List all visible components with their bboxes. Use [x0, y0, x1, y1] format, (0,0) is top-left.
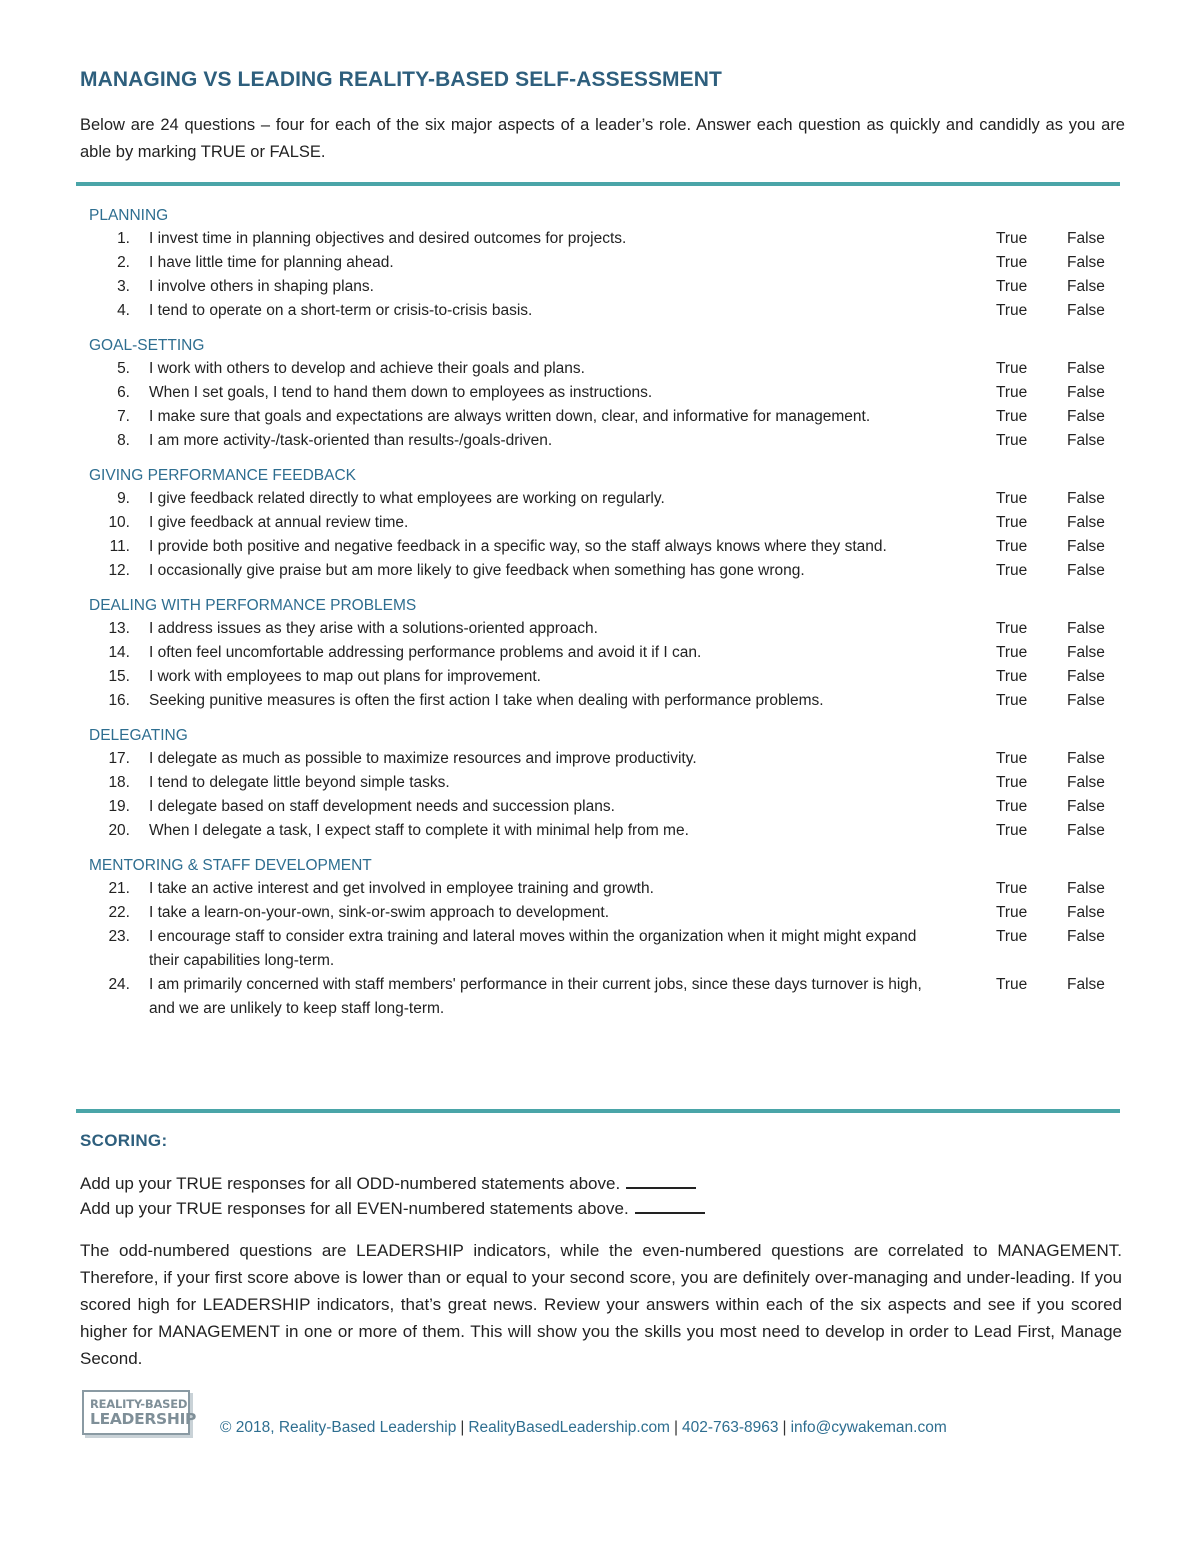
false-option[interactable]: False	[1067, 278, 1105, 295]
question-row	[0, 617, 1200, 641]
false-option[interactable]: False	[1067, 774, 1105, 791]
question-text: I make sure that goals and expectations are always written down, clear, and informative for management.	[149, 408, 871, 425]
question-text: I occasionally give praise but am more likely to give feedback when something has gone wrong.	[149, 562, 805, 579]
question-text: I work with others to develop and achieve their goals and plans.	[149, 360, 585, 377]
question-text: I involve others in shaping plans.	[149, 278, 374, 295]
question-text: Seeking punitive measures is often the first action I take when dealing with performance problems.	[149, 692, 824, 709]
question-number: 24.	[108, 976, 130, 993]
question-text: I take a learn-on-your-own, sink-or-swim approach to development.	[149, 904, 610, 921]
question-row	[0, 405, 1200, 429]
question-row	[0, 925, 1200, 973]
question-number: 19.	[108, 798, 130, 815]
false-option[interactable]: False	[1067, 644, 1105, 661]
false-option[interactable]: False	[1067, 408, 1105, 425]
question-row	[0, 819, 1200, 843]
footer-email-link[interactable]: info@cywakeman.com	[790, 1419, 947, 1436]
scoring-explanation: The odd-numbered questions are LEADERSHIP indicators, while the even-numbered questions are correlated to MANAGEMENT. Therefore, if your first score above is lower than or equal to your second score, you are definitely over-managing and under-leading. If you scored high for LEADERSHIP indicators, that’s great news. Review your answers within each of the six aspects and see if you scored higher for MANAGEMENT in one or more of them. This will show you the skills you most need to develop in order to Lead First, Manage Second.	[80, 1241, 1122, 1368]
even-score-line	[80, 1196, 705, 1221]
even-score-label: Add up your TRUE responses for all EVEN-numbered statements above.	[80, 1199, 629, 1218]
true-option[interactable]: True	[996, 798, 1028, 815]
question-number: 3.	[117, 278, 130, 295]
true-option[interactable]: True	[996, 904, 1028, 921]
footer-separator: |	[460, 1419, 465, 1436]
true-option[interactable]: True	[996, 750, 1028, 767]
question-text: I give feedback at annual review time.	[149, 514, 409, 531]
false-option[interactable]: False	[1067, 490, 1105, 507]
question-number: 6.	[117, 384, 130, 401]
true-option[interactable]: True	[996, 278, 1028, 295]
false-option[interactable]: False	[1067, 750, 1105, 767]
false-option[interactable]: False	[1067, 360, 1105, 377]
false-option[interactable]: False	[1067, 302, 1105, 319]
false-option[interactable]: False	[1067, 230, 1105, 247]
false-option[interactable]: False	[1067, 668, 1105, 685]
intro-text: Below are 24 questions – four for each of the six major aspects of a leader’s role. Answer each question as quickly and candidly as you are able by marking TRUE or FALSE.	[80, 116, 1125, 161]
question-number: 17.	[108, 750, 130, 767]
false-option[interactable]: False	[1067, 904, 1105, 921]
section-heading: PLANNING	[89, 207, 169, 224]
true-option[interactable]: True	[996, 692, 1028, 709]
question-text: When I delegate a task, I expect staff to complete it with minimal help from me.	[149, 822, 689, 839]
reality-based-leadership-logo	[82, 1390, 197, 1435]
question-row	[0, 559, 1200, 583]
logo-line2: LEADERSHIP	[90, 1409, 197, 1428]
question-text: I tend to operate on a short-term or crisis-to-crisis basis.	[149, 302, 533, 319]
false-option[interactable]: False	[1067, 538, 1105, 555]
question-number: 5.	[117, 360, 130, 377]
scoring-title: SCORING:	[80, 1131, 168, 1150]
assessment-sections	[0, 205, 1200, 1033]
question-number: 10.	[108, 514, 130, 531]
question-row	[0, 795, 1200, 819]
question-row	[0, 251, 1200, 275]
question-row	[0, 535, 1200, 559]
odd-score-label: Add up your TRUE responses for all ODD-numbered statements above.	[80, 1174, 621, 1193]
question-row	[0, 641, 1200, 665]
question-text: I often feel uncomfortable addressing performance problems and avoid it if I can.	[149, 644, 702, 661]
true-option[interactable]: True	[996, 302, 1028, 319]
question-text: I give feedback related directly to what employees are working on regularly.	[149, 490, 665, 507]
false-option[interactable]: False	[1067, 620, 1105, 637]
question-number: 14.	[108, 644, 130, 661]
question-row	[0, 511, 1200, 535]
question-text: I address issues as they arise with a solutions-oriented approach.	[149, 620, 598, 637]
section-heading: DEALING WITH PERFORMANCE PROBLEMS	[89, 597, 417, 614]
footer-copyright: © 2018, Reality-Based Leadership	[220, 1419, 457, 1436]
question-text: I provide both positive and negative feedback in a specific way, so the staff always knows where they stand.	[149, 538, 887, 555]
question-row	[0, 771, 1200, 795]
question-number: 9.	[117, 490, 130, 507]
section-dealing-with-performance-problems	[0, 595, 1200, 713]
question-text: I tend to delegate little beyond simple tasks.	[149, 774, 450, 791]
false-option[interactable]: False	[1067, 514, 1105, 531]
question-row	[0, 381, 1200, 405]
section-delegating	[0, 725, 1200, 843]
true-option[interactable]: True	[996, 880, 1028, 897]
true-option[interactable]: True	[996, 432, 1028, 449]
question-text: I delegate as much as possible to maximize resources and improve productivity.	[149, 750, 697, 767]
question-row	[0, 429, 1200, 453]
question-text: I work with employees to map out plans for improvement.	[149, 668, 541, 685]
question-number: 16.	[108, 692, 130, 709]
question-number: 7.	[117, 408, 130, 425]
false-option[interactable]: False	[1067, 562, 1105, 579]
question-number: 20.	[108, 822, 130, 839]
false-option[interactable]: False	[1067, 432, 1105, 449]
section-heading: DELEGATING	[89, 727, 188, 744]
question-text: When I set goals, I tend to hand them down to employees as instructions.	[149, 384, 653, 401]
question-row	[0, 877, 1200, 901]
footer-separator: |	[782, 1419, 787, 1436]
question-number: 13.	[108, 620, 130, 637]
question-number: 8.	[117, 432, 130, 449]
section-heading: GOAL-SETTING	[89, 337, 205, 354]
question-text: I am primarily concerned with staff members' performance in their current jobs, since these days turnover is high, and we are unlikely to keep staff long-term.	[149, 976, 922, 1017]
question-number: 22.	[108, 904, 130, 921]
footer-website-link[interactable]: RealityBasedLeadership.com	[468, 1419, 670, 1436]
false-option[interactable]: False	[1067, 254, 1105, 271]
question-number: 12.	[108, 562, 130, 579]
question-row	[0, 901, 1200, 925]
footer-separator: |	[673, 1419, 679, 1436]
true-option[interactable]: True	[996, 644, 1028, 661]
question-text: I take an active interest and get involved in employee training and growth.	[149, 880, 654, 897]
question-number: 15.	[108, 668, 130, 685]
question-text: I encourage staff to consider extra training and lateral moves within the organization when it might might expand their capabilities long-term.	[149, 928, 917, 969]
false-option[interactable]: False	[1067, 798, 1105, 815]
question-row	[0, 357, 1200, 381]
true-option[interactable]: True	[996, 928, 1028, 945]
true-option[interactable]: True	[996, 360, 1028, 377]
question-number: 21.	[108, 880, 130, 897]
true-option[interactable]: True	[996, 490, 1028, 507]
section-heading: GIVING PERFORMANCE FEEDBACK	[89, 467, 356, 484]
false-option[interactable]: False	[1067, 822, 1105, 839]
odd-score-blank[interactable]	[626, 1171, 696, 1189]
odd-score-line	[80, 1171, 696, 1196]
false-option[interactable]: False	[1067, 976, 1105, 993]
question-number: 4.	[117, 302, 130, 319]
section-giving-performance-feedback	[0, 465, 1200, 583]
footer-phone: 402-763-8963	[682, 1419, 779, 1436]
question-text: I am more activity-/task-oriented than results-/goals-driven.	[149, 432, 553, 449]
bottom-divider	[76, 1109, 1120, 1113]
question-row	[0, 973, 1200, 1021]
true-option[interactable]: True	[996, 254, 1028, 271]
true-option[interactable]: True	[996, 822, 1028, 839]
true-option[interactable]: True	[996, 384, 1028, 401]
page-title: MANAGING VS LEADING REALITY-BASED SELF-ASSESSMENT	[80, 68, 722, 91]
false-option[interactable]: False	[1067, 384, 1105, 401]
question-text: I delegate based on staff development needs and succession plans.	[149, 798, 615, 815]
question-text: I have little time for planning ahead.	[149, 254, 394, 271]
true-option[interactable]: True	[996, 514, 1028, 531]
section-planning	[0, 205, 1200, 323]
section-heading: MENTORING & STAFF DEVELOPMENT	[89, 857, 372, 874]
even-score-blank[interactable]	[635, 1196, 705, 1214]
question-number: 23.	[108, 928, 130, 945]
true-option[interactable]: True	[996, 230, 1028, 247]
question-row	[0, 747, 1200, 771]
true-option[interactable]: True	[996, 774, 1028, 791]
question-row	[0, 299, 1200, 323]
top-divider	[76, 182, 1120, 186]
question-row	[0, 689, 1200, 713]
question-number: 11.	[109, 538, 130, 555]
question-number: 1.	[117, 230, 130, 247]
question-number: 18.	[108, 774, 130, 791]
false-option[interactable]: False	[1067, 880, 1105, 897]
true-option[interactable]: True	[996, 668, 1028, 685]
question-text: I invest time in planning objectives and desired outcomes for projects.	[149, 230, 627, 247]
true-option[interactable]: True	[996, 976, 1028, 993]
true-option[interactable]: True	[996, 408, 1028, 425]
question-row	[0, 275, 1200, 299]
question-row	[0, 227, 1200, 251]
footer	[220, 1419, 947, 1437]
question-number: 2.	[117, 254, 130, 271]
section-mentoring-staff-development	[0, 855, 1200, 1021]
question-row	[0, 665, 1200, 689]
false-option[interactable]: False	[1067, 928, 1105, 945]
section-goal-setting	[0, 335, 1200, 453]
false-option[interactable]: False	[1067, 692, 1105, 709]
question-row	[0, 487, 1200, 511]
true-option[interactable]: True	[996, 562, 1028, 579]
true-option[interactable]: True	[996, 620, 1028, 637]
true-option[interactable]: True	[996, 538, 1028, 555]
logo-line1: REALITY-BASED	[90, 1396, 188, 1411]
